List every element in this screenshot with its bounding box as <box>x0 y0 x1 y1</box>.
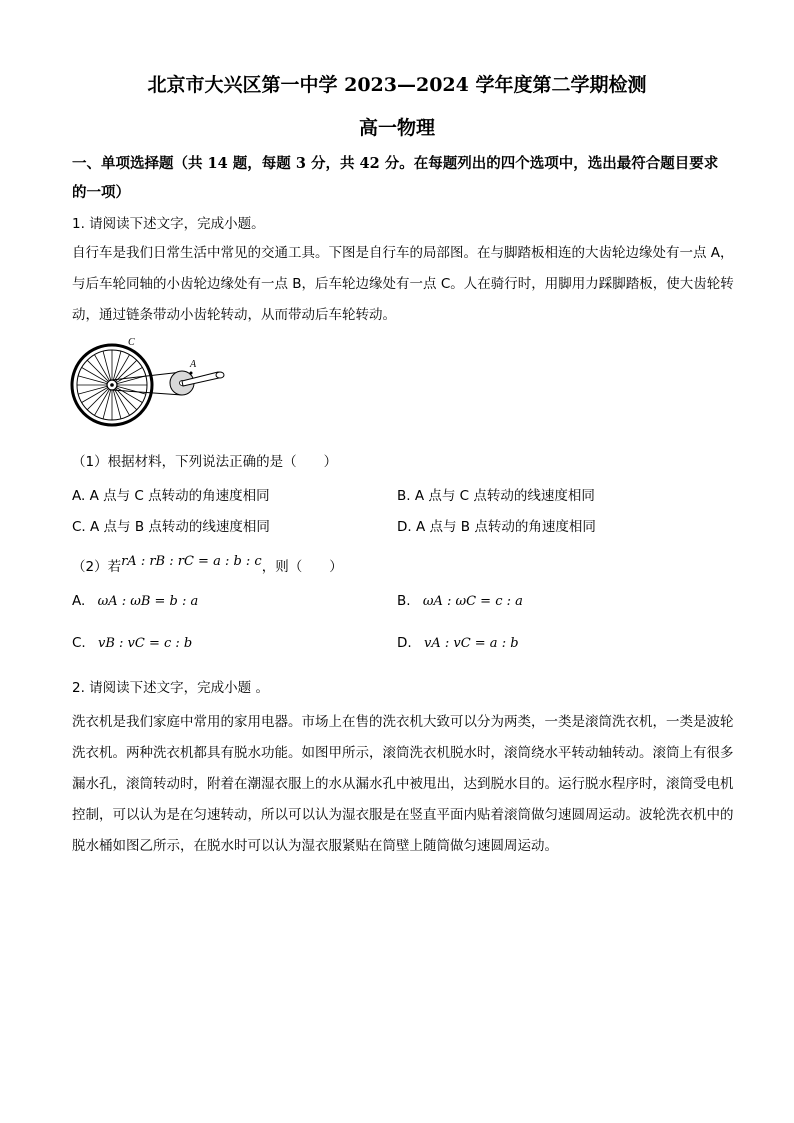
q1-sub2-option-b[interactable] <box>397 593 523 609</box>
label-a: A <box>190 359 197 370</box>
q1-sub2-option-a[interactable] <box>72 593 198 609</box>
q2-intro: 2. 请阅读下述文字，完成小题 。 <box>72 680 269 696</box>
q1-sub2-option-c[interactable] <box>72 635 192 651</box>
point-a-marker <box>190 372 193 375</box>
option-d-math: vA : vC = a : b <box>423 636 519 651</box>
exam-title: 北京市大兴区第一中学 2023—2024 学年度第二学期检测 <box>147 74 647 96</box>
bicycle-figure <box>70 335 230 430</box>
option-d-label: D. <box>397 635 412 651</box>
q2-passage: 洗衣机是我们家庭中常用的家用电器。市场上在售的洗衣机大致可以分为两类，一类是滚筒洗衣机，一类是波轮洗衣机。两种洗衣机都具有脱水功能。如图甲所示，滚筒洗衣机脱水时，滚筒绕水平转动轴转动。滚筒上有很多漏水孔，滚筒转动时，附着在潮湿衣服上的水从漏水孔中被甩出，达到脱水目的。运行脱水程序时，滚筒受电机控制，可以认为是在匀速转动，所以可以认为湿衣服是在竖直平面内贴着滚筒做匀速圆周运动。波轮洗衣机中的脱水桶如图乙所示，在脱水时可以认为湿衣服紧贴在筒壁上随筒做匀速圆周运动。 <box>72 714 734 854</box>
option-c-math: vB : vC = c : b <box>98 636 193 651</box>
section-heading: 一、单项选择题（共 14 题，每题 3 分，共 42 分。在每题列出的四个选项中，选出最符合题目要求的一项） <box>72 155 719 201</box>
q1-passage: 自行车是我们日常生活中常见的交通工具。下图是自行车的局部图。在与脚踏板相连的大齿轮边缘处有一点 A，与后车轮同轴的小齿轮边缘处有一点 B，后车轮边缘处有一点 C。人在骑行时，用脚用力踩脚踏板，使大齿轮转动，通过链条带动小齿轮转动，从而带动后车轮转动。 <box>72 245 734 323</box>
q1-sub1-option-a[interactable]: A. A 点与 C 点转动的角速度相同 <box>72 488 270 504</box>
q1-sub2-option-d[interactable] <box>397 635 519 651</box>
subject-title: 高一物理 <box>358 117 435 139</box>
q1-sub2-stem <box>72 555 343 575</box>
q1-sub1-stem: （1）根据材料，下列说法正确的是（ ） <box>72 454 338 470</box>
rear-wheel <box>72 345 152 425</box>
option-c-label: C. <box>72 635 86 651</box>
label-c: C <box>128 337 135 348</box>
option-b-label: B. <box>397 593 411 609</box>
q1-sub1-option-d[interactable]: D. A 点与 B 点转动的角速度相同 <box>397 519 596 535</box>
q1-sub2-stem-prefix: （2）若 <box>72 559 122 575</box>
option-b-math: ωA : ωC = c : a <box>422 594 523 609</box>
q1-sub1-option-c[interactable]: C. A 点与 B 点转动的线速度相同 <box>72 519 270 535</box>
q1-sub2-ratio: rA : rB : rC = a : b : c <box>121 554 262 569</box>
q1-intro: 1. 请阅读下述文字，完成小题。 <box>72 216 265 232</box>
q1-sub2-stem-suffix: ，则（ ） <box>261 559 343 575</box>
option-a-math: ωA : ωB = b : a <box>97 594 199 609</box>
q1-sub1-option-b[interactable]: B. A 点与 C 点转动的线速度相同 <box>397 488 595 504</box>
option-a-label: A. <box>72 593 86 609</box>
